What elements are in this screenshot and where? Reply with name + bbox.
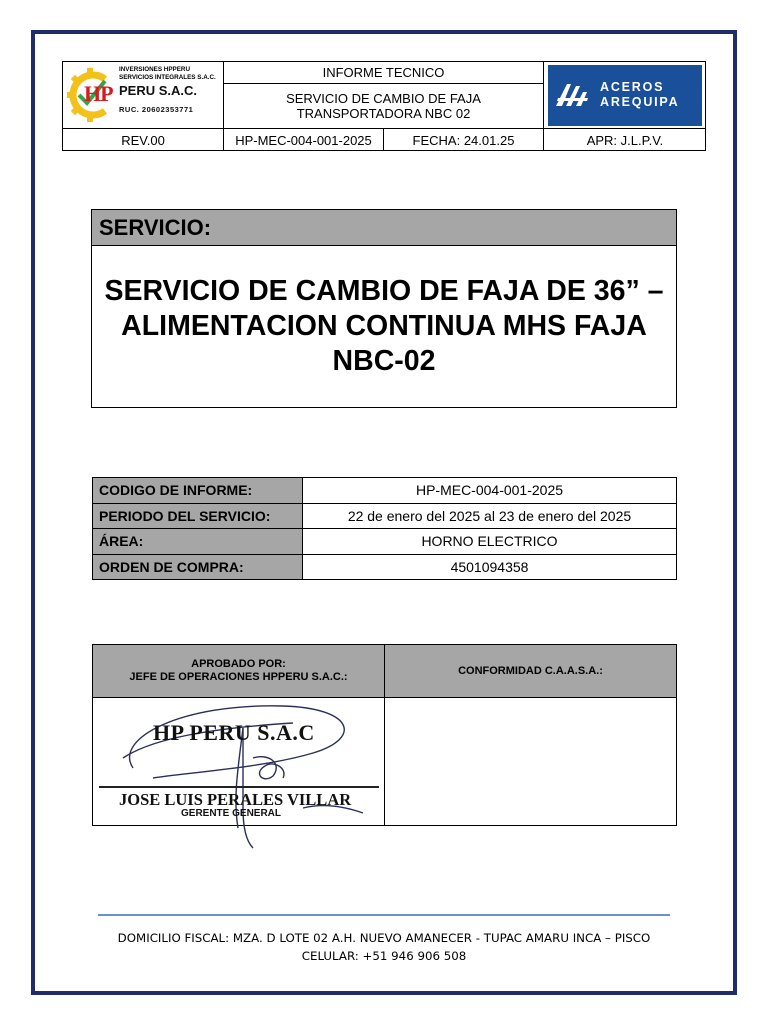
report-info-table: [92, 477, 677, 580]
subtitle-line-2: TRANSPORTADORA NBC 02: [296, 106, 471, 121]
info-value: 4501094358: [303, 554, 677, 580]
logo-name: PERU S.A.C.: [119, 82, 198, 98]
info-value: HP-MEC-004-001-2025: [303, 478, 677, 504]
logo-hp: HP: [84, 80, 113, 106]
signature-cell: [93, 698, 385, 825]
info-label: ÁREA:: [93, 529, 303, 555]
brand-line-1: ACEROS: [600, 80, 665, 94]
aceros-arequipa-icon: [554, 82, 590, 108]
logo-line-2: SERVICIOS INTEGRALES S.A.C.: [119, 73, 216, 81]
logo-line-1: INVERSIONES HPPERU: [119, 65, 191, 73]
brand-line-2: AREQUIPA: [600, 95, 680, 109]
footer-phone: CELULAR: +51 946 906 508: [301, 949, 467, 963]
footer-divider: [98, 914, 670, 916]
table-row: [93, 554, 677, 580]
subtitle-line-1: SERVICIO DE CAMBIO DE FAJA: [286, 91, 481, 106]
report-subtitle: [224, 84, 544, 129]
report-type: INFORME TECNICO: [224, 62, 544, 84]
service-box: [91, 209, 677, 408]
approver-initials: APR: J.L.P.V.: [586, 132, 664, 148]
approved-by-line-1: APROBADO POR:: [191, 658, 286, 670]
document-header: [62, 61, 706, 151]
info-label: CODIGO DE INFORME:: [93, 478, 303, 504]
document-code: HP-MEC-004-001-2025: [224, 129, 384, 151]
logo-company-lines: [119, 66, 216, 82]
service-description: SERVICIO DE CAMBIO DE FAJA DE 36” – ALIMENTACION CONTINUA MHS FAJA NBC-02: [104, 275, 664, 377]
hpperu-logo: [63, 62, 223, 129]
approved-by-line-2: JEFE DE OPERACIONES HPPERU S.A.C.:: [129, 671, 348, 683]
client-brand-name: [600, 80, 679, 110]
conformity-signature-cell: [385, 698, 676, 825]
service-label: SERVICIO:: [92, 210, 676, 246]
conformity-header: CONFORMIDAD C.A.A.S.A.:: [385, 645, 676, 698]
stamp-name: JOSE LUIS PERALES VILLAR: [119, 790, 352, 809]
footer-address: DOMICILIO FISCAL: MZA. D LOTE 02 A.H. NUEVO AMANECER - TUPAC AMARU INCA – PISCO: [117, 931, 651, 945]
table-row: [93, 503, 677, 529]
stamp-company: HP PERU S.A.C: [153, 720, 315, 745]
info-value: HORNO ELECTRICO: [303, 529, 677, 555]
logo-ruc: RUC. 20602353771: [119, 104, 194, 114]
info-label: ORDEN DE COMPRA:: [93, 554, 303, 580]
signature-line: [99, 786, 379, 788]
aceros-arequipa-logo: [548, 65, 702, 126]
revision: REV.00: [63, 129, 224, 151]
client-logo-cell: [544, 62, 706, 129]
info-label: PERIODO DEL SERVICIO:: [93, 503, 303, 529]
footer: [62, 929, 706, 965]
company-logo-cell: [63, 62, 224, 129]
info-value: 22 de enero del 2025 al 23 de enero del 2025: [303, 503, 677, 529]
document-date: FECHA: 24.01.25: [384, 129, 544, 151]
table-row: [93, 529, 677, 555]
approved-by-header: [93, 645, 385, 698]
stamp-title: GERENTE GENERAL: [181, 808, 282, 819]
approval-table: [92, 644, 677, 826]
table-row: [93, 478, 677, 504]
